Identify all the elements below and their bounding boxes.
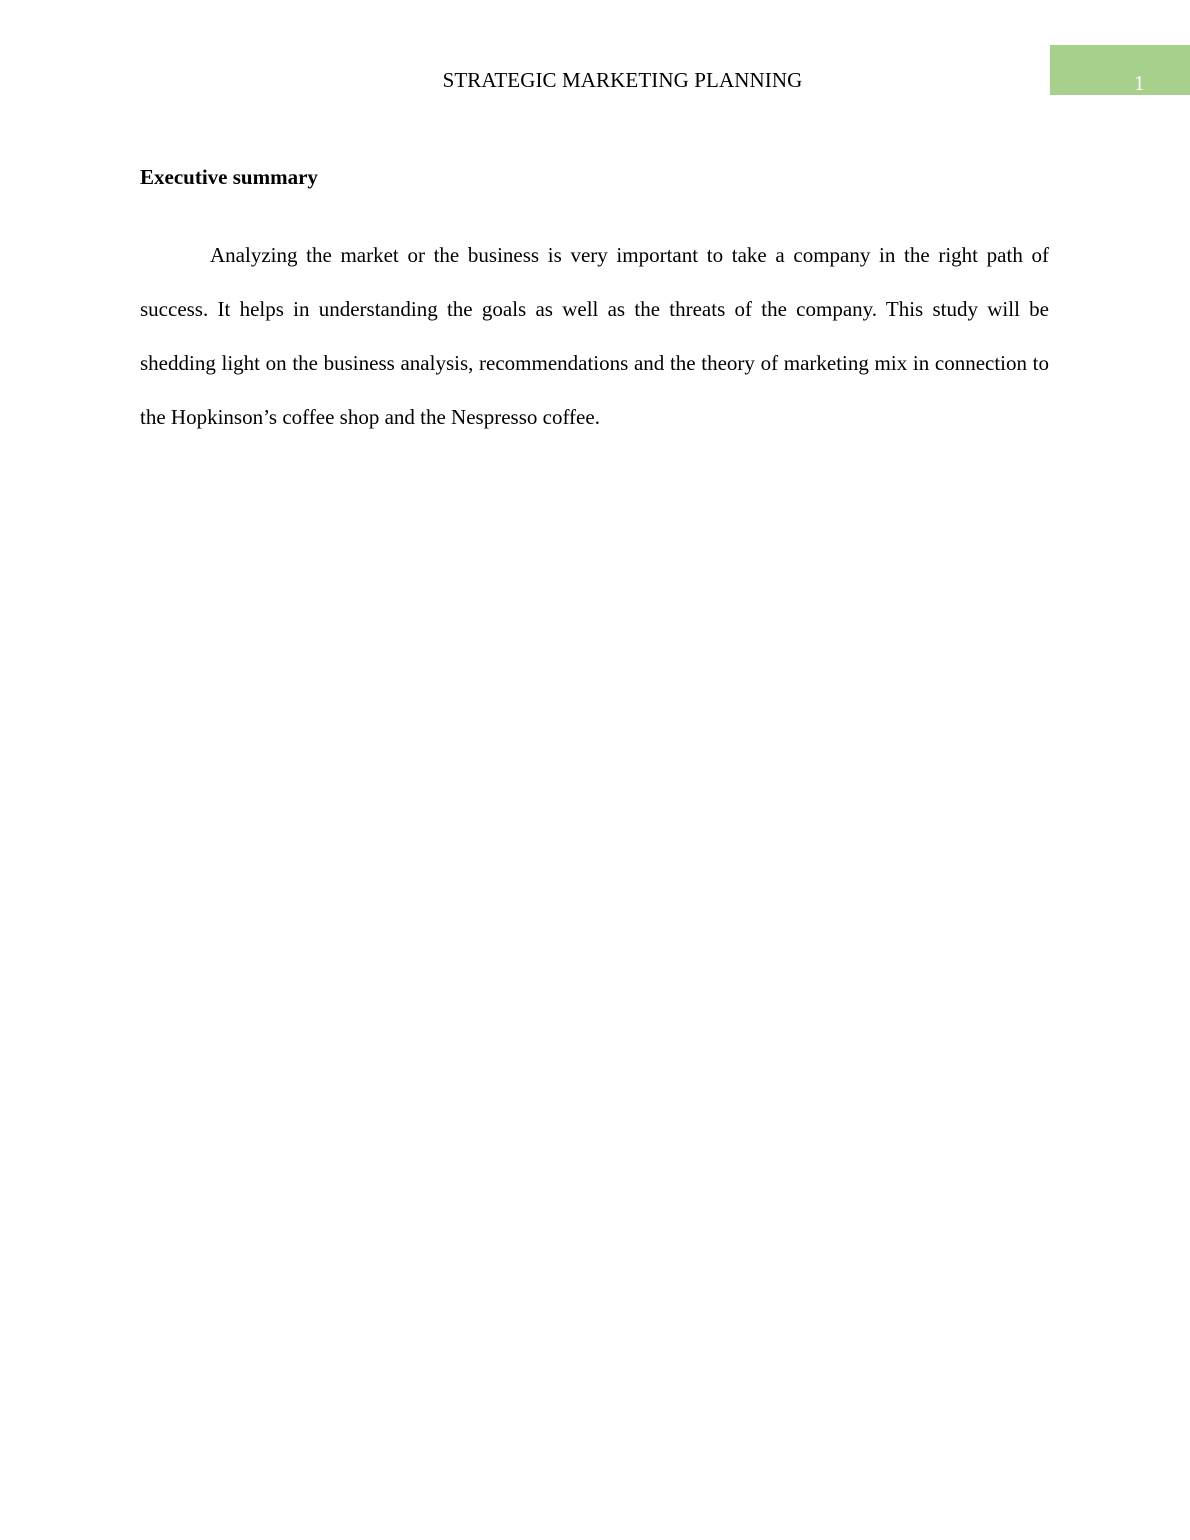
section-heading: Executive summary (140, 165, 318, 189)
body-paragraph: Analyzing the market or the business is very important to take a company in the right path of success. It helps in understanding the goals as well as the threats of the company. This study will be shedding light on the business analysis, recommendations and the theory of marketing mix in connection to the Hopkinson’s coffee shop and the Nespresso coffee. (140, 243, 1049, 429)
page-number: 1 (1134, 71, 1145, 95)
running-head: STRATEGIC MARKETING PLANNING (442, 68, 803, 92)
page-number-box (1050, 45, 1190, 95)
